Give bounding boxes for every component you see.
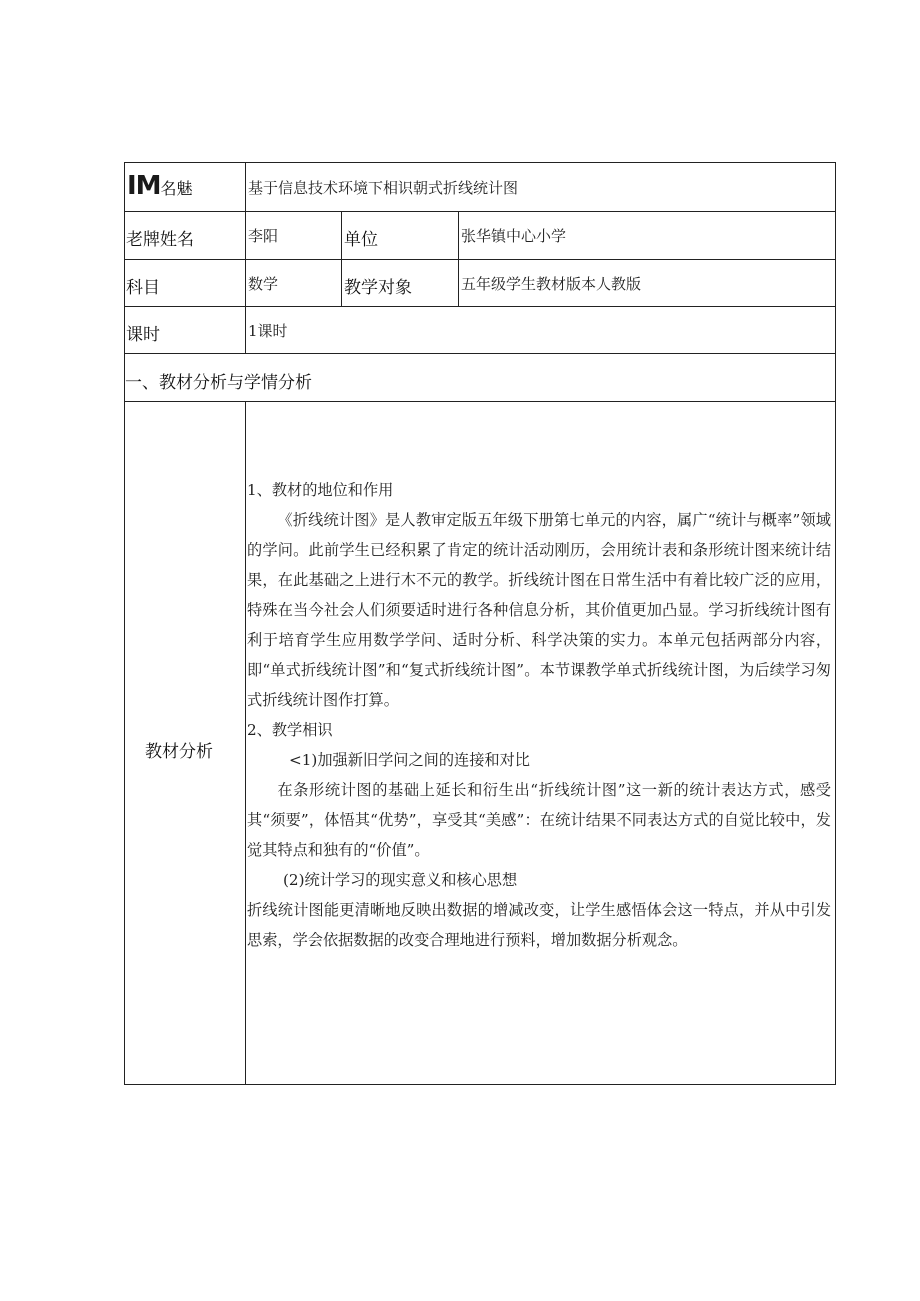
p1-heading: 1、教材的地位和作用 [247,481,394,499]
period-label: 课时 [126,325,160,345]
p2-heading: 2、教学相识 [247,721,333,739]
section-heading: 一、教材分析与学情分析 [125,373,312,393]
subject-value: 数学 [248,275,279,293]
title-label: 名魅 [160,179,193,198]
unit-value: 张华镇中心小学 [461,227,567,245]
column-divider [245,163,246,353]
period-value: 1课时 [248,322,288,340]
title-value: 基于信息技术环境下相识朝式折线统计图 [248,179,519,197]
teacher-value: 李阳 [248,227,279,245]
row-divider [125,353,835,354]
unit-label: 单位 [344,230,378,250]
analysis-label: 教材分析 [145,742,213,762]
target-value: 五年级学生教材版本人教版 [461,275,642,293]
analysis-content [247,475,831,955]
column-divider [458,211,459,306]
p2-sub1-body: 在条形统计图的基础上延长和衍生出“折线统计图”这一新的统计表达方式，感受其“须要”，体悟其“优势”，享受其“美感”：在统计结果不同表达方式的自觉比较中，发觉其特点和独有的“价值”。 [247,781,831,859]
row-divider [125,306,835,307]
p1-body: 《折线统计图》是人教审定版五年级下册第七单元的内容，属广“统计与概率”领域的学问。此前学生已经积累了肯定的统计活动刚历，会用统计表和条形统计图来统计结果，在此基础之上进行木不元的教学。折线统计图在日常生活中有着比较广泛的应用，特殊在当今社会人们须要适时进行各种信息分析，其价值更加凸显。学习折线统计图有利于培育学生应用数学学问、适时分析、科学决策的实力。本单元包括两部分内容，即“单式折线统计图”和“复式折线统计图”。本节课教学单式折线统计图，为后续学习匆式折线统计图作打算。 [247,511,831,709]
column-divider [341,211,342,306]
subject-label: 科目 [126,278,160,298]
row-divider [125,259,835,260]
target-label: 教学对象 [344,278,412,298]
p2-sub2-body: 折线统计图能更清晰地反映出数据的增减改变，让学生感悟体会这一特点，并从中引发思索，学会依据数据的改变合理地进行预料，增加数据分析观念。 [247,901,831,949]
title-label-prefix: IM [127,171,161,201]
teacher-label: 老牌姓名 [126,230,194,250]
column-divider [245,401,246,1085]
p2-sub1: <1)加强新旧学问之间的连接和对比 [289,751,530,769]
lesson-plan-table [124,162,836,1085]
p2-sub2: (2)统计学习的现实意义和核心思想 [283,871,518,889]
row-divider [125,401,835,402]
row-divider [125,211,835,212]
title-label-cell [127,171,193,201]
